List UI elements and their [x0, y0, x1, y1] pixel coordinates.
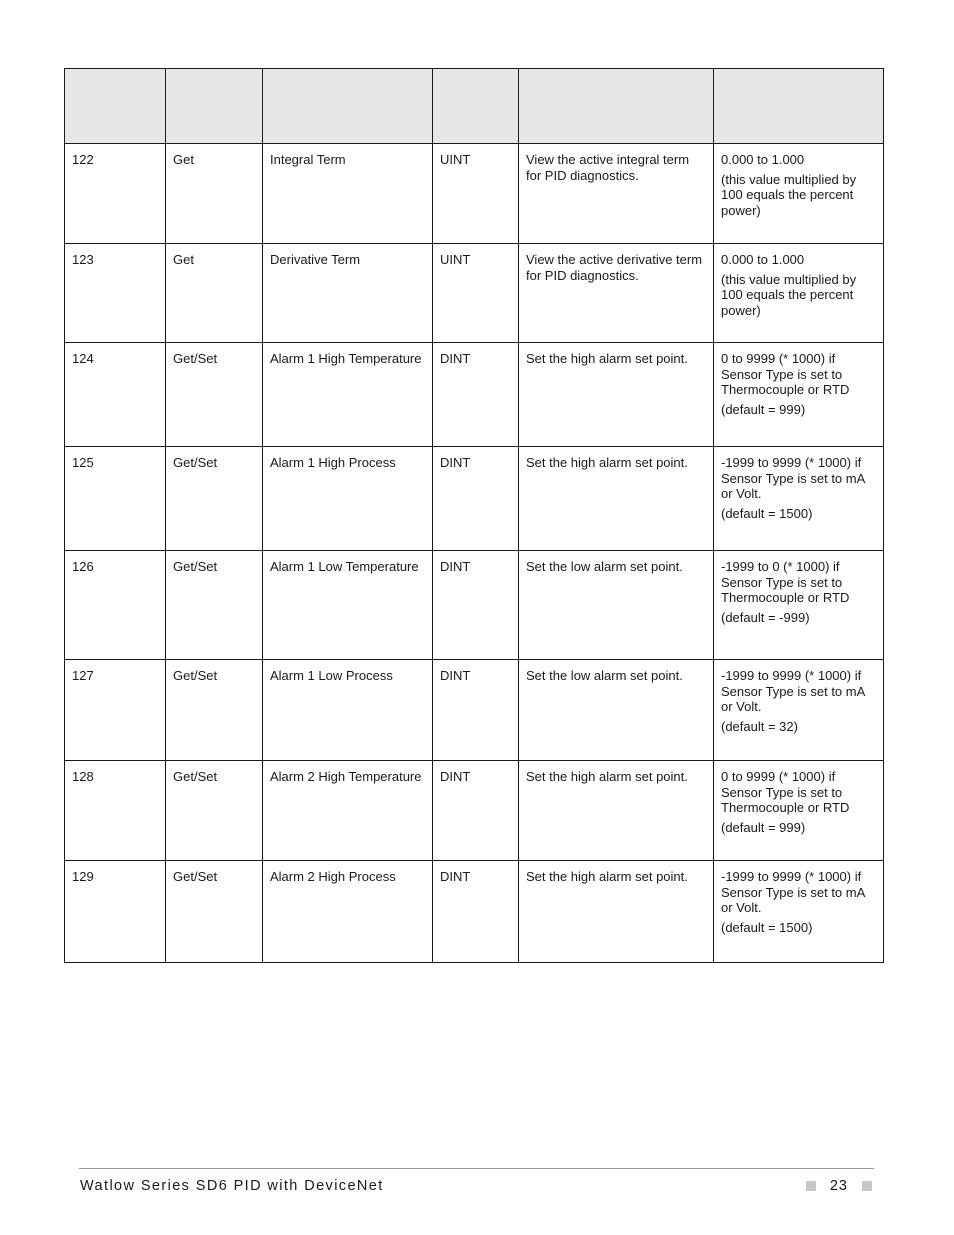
header-cell: [166, 69, 263, 144]
square-bullet-icon: [862, 1181, 872, 1191]
attribute-id-cell: 127: [65, 660, 166, 761]
range-note: (default = -999): [721, 609, 810, 625]
range-cell: [714, 343, 884, 447]
range-cell: [714, 447, 884, 551]
range-note: (default = 1500): [721, 505, 813, 521]
range-note: (default = 999): [721, 819, 806, 835]
table-header-row: [65, 69, 884, 144]
access-cell: Get/Set: [166, 447, 263, 551]
parameter-table: [64, 68, 884, 963]
table-row: [65, 144, 884, 244]
range-text: -1999 to 9999 (* 1000) if Sensor Type is set to mA or Volt.: [721, 455, 865, 501]
description-cell: Set the high alarm set point.: [519, 343, 714, 447]
attribute-id-cell: 122: [65, 144, 166, 244]
page-number: 23: [829, 1178, 848, 1194]
header-cell: [433, 69, 519, 144]
access-cell: Get/Set: [166, 343, 263, 447]
description-cell: Set the high alarm set point.: [519, 761, 714, 861]
range-cell: [714, 551, 884, 660]
data-type-cell: UINT: [433, 144, 519, 244]
access-cell: Get/Set: [166, 761, 263, 861]
footer-page-indicator: [806, 1178, 872, 1194]
description-cell: Set the low alarm set point.: [519, 660, 714, 761]
table-row: [65, 244, 884, 343]
range-note: (this value multiplied by 100 equals the percent power): [721, 171, 857, 218]
description-cell: Set the low alarm set point.: [519, 551, 714, 660]
footer-title: Watlow Series SD6 PID with DeviceNet: [80, 1178, 384, 1194]
attribute-id-cell: 126: [65, 551, 166, 660]
data-type-cell: DINT: [433, 447, 519, 551]
description-cell: View the active derivative term for PID diagnostics.: [519, 244, 714, 343]
name-cell: Alarm 1 High Process: [263, 447, 433, 551]
attribute-id-cell: 123: [65, 244, 166, 343]
name-cell: Integral Term: [263, 144, 433, 244]
header-cell: [65, 69, 166, 144]
range-text: -1999 to 9999 (* 1000) if Sensor Type is set to mA or Volt.: [721, 869, 865, 915]
access-cell: Get/Set: [166, 551, 263, 660]
range-note: (default = 1500): [721, 919, 813, 935]
attribute-id-cell: 128: [65, 761, 166, 861]
range-text: -1999 to 9999 (* 1000) if Sensor Type is set to mA or Volt.: [721, 668, 865, 714]
data-type-cell: DINT: [433, 343, 519, 447]
name-cell: Derivative Term: [263, 244, 433, 343]
table-row: [65, 861, 884, 963]
table-row: [65, 761, 884, 861]
name-cell: Alarm 2 High Temperature: [263, 761, 433, 861]
header-cell: [519, 69, 714, 144]
data-type-cell: DINT: [433, 660, 519, 761]
access-cell: Get: [166, 144, 263, 244]
name-cell: Alarm 1 High Temperature: [263, 343, 433, 447]
range-cell: [714, 660, 884, 761]
name-cell: Alarm 2 High Process: [263, 861, 433, 963]
range-text: 0 to 9999 (* 1000) if Sensor Type is set to Thermocouple or RTD: [721, 769, 850, 815]
table-row: [65, 447, 884, 551]
data-type-cell: DINT: [433, 861, 519, 963]
name-cell: Alarm 1 Low Temperature: [263, 551, 433, 660]
range-text: 0 to 9999 (* 1000) if Sensor Type is set to Thermocouple or RTD: [721, 351, 850, 397]
header-cell: [714, 69, 884, 144]
access-cell: Get: [166, 244, 263, 343]
data-type-cell: UINT: [433, 244, 519, 343]
range-text: -1999 to 0 (* 1000) if Sensor Type is set to Thermocouple or RTD: [721, 559, 850, 605]
square-bullet-icon: [806, 1181, 816, 1191]
description-cell: Set the high alarm set point.: [519, 861, 714, 963]
range-text: 0.000 to 1.000: [721, 252, 805, 267]
range-cell: [714, 144, 884, 244]
attribute-id-cell: 129: [65, 861, 166, 963]
range-note: (this value multiplied by 100 equals the percent power): [721, 271, 857, 318]
table-row: [65, 551, 884, 660]
data-type-cell: DINT: [433, 761, 519, 861]
table-row: [65, 343, 884, 447]
access-cell: Get/Set: [166, 660, 263, 761]
attribute-id-cell: 125: [65, 447, 166, 551]
description-cell: Set the high alarm set point.: [519, 447, 714, 551]
access-cell: Get/Set: [166, 861, 263, 963]
range-note: (default = 32): [721, 718, 798, 734]
data-type-cell: DINT: [433, 551, 519, 660]
attribute-id-cell: 124: [65, 343, 166, 447]
range-cell: [714, 761, 884, 861]
table-row: [65, 660, 884, 761]
range-cell: [714, 861, 884, 963]
range-text: 0.000 to 1.000: [721, 152, 805, 167]
range-cell: [714, 244, 884, 343]
footer-divider: [79, 1168, 874, 1169]
description-cell: View the active integral term for PID diagnostics.: [519, 144, 714, 244]
range-note: (default = 999): [721, 401, 806, 417]
name-cell: Alarm 1 Low Process: [263, 660, 433, 761]
header-cell: [263, 69, 433, 144]
